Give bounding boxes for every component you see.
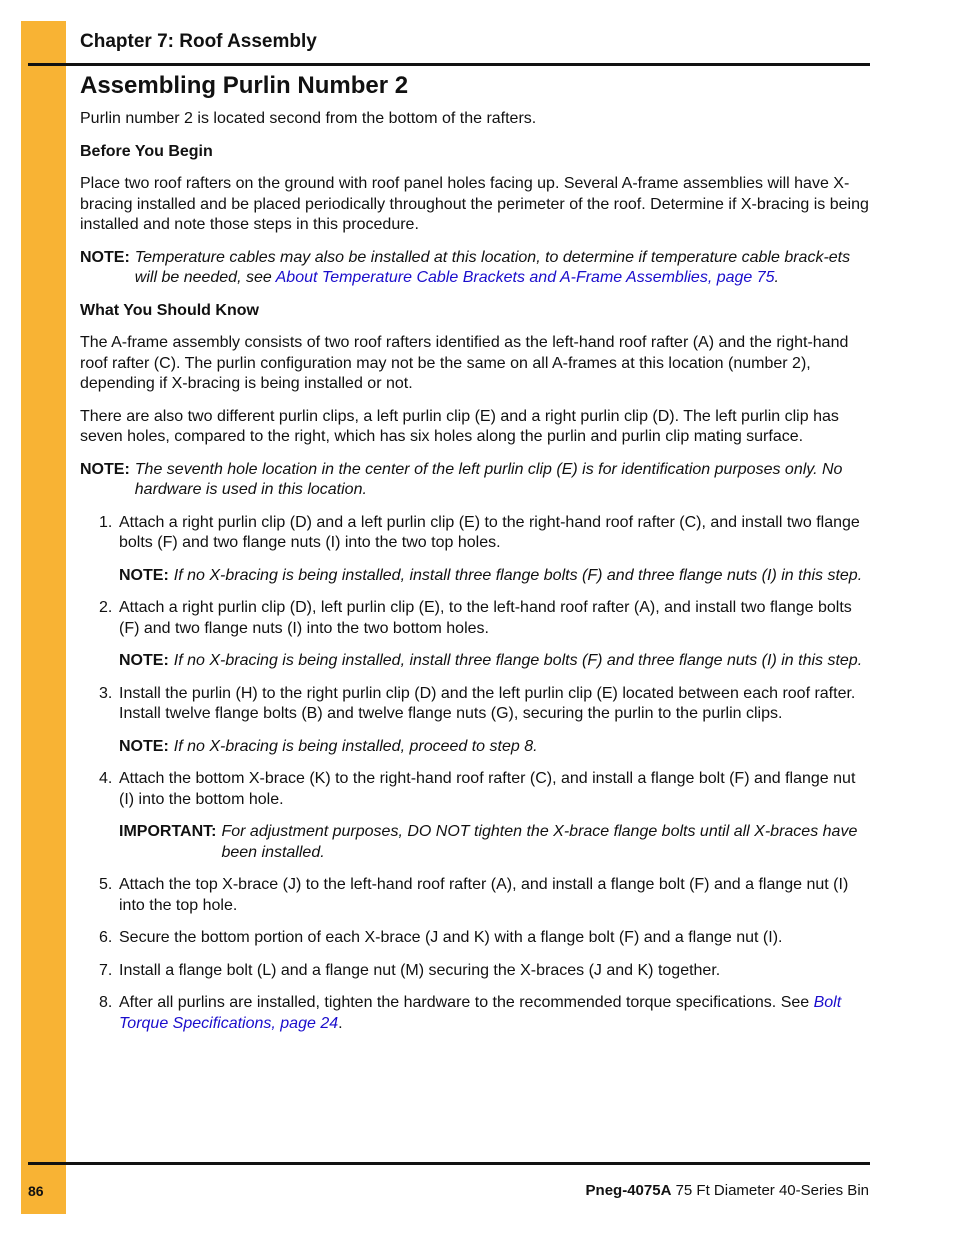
page-content (80, 68, 872, 1046)
step-2 (80, 598, 872, 639)
step-text: Install the purlin (H) to the right purlin clip (D) and the left purlin clip (E) located between each roof rafter. Install twelve flange bolts (B) and twelve flange nuts (G), securing the purlin to the purlin clips. (119, 684, 856, 722)
step-text: Attach the top X-brace (J) to the left-hand roof rafter (A), and install a flange bolt (F) and a flange nut (I) into the top hole. (119, 876, 849, 914)
step-text: Attach a right purlin clip (D) and a left purlin clip (E) to the right-hand roof rafter (C), and install two flange bolts (F) and two flange nuts (I) into the two top holes. (119, 513, 860, 551)
step-text: Attach the bottom X-brace (K) to the right-hand roof rafter (C), and install a flange bolt (F) and flange nut (I) into the bottom hole. (119, 770, 856, 808)
what-you-should-know-heading: What You Should Know (80, 301, 259, 319)
note-label: NOTE: (119, 737, 169, 755)
note-text: If no X-bracing is being installed, proceed to step 8. (173, 737, 538, 755)
step-6 (80, 928, 872, 949)
step-text: Attach a right purlin clip (D), left purlin clip (E), to the left-hand roof rafter (A), and install two flange bolts (F) and two flange nuts (I) into the two bottom holes. (119, 599, 852, 637)
bolt-torque-link[interactable]: Bolt Torque Specifications, page 24 (119, 994, 842, 1032)
chapter-tab-bar (21, 21, 66, 1214)
step-1-note (119, 566, 872, 587)
step-number: 7. (99, 961, 113, 979)
note-text: Temperature cables may also be installed at this location, to determine if temperature cable brack-ets will be needed, see About Temperature Cable Brackets and A-Frame Assemblies, page 75. (134, 248, 851, 286)
footer-rule (28, 1162, 870, 1165)
before-you-begin-heading: Before You Begin (80, 142, 213, 160)
note-text: If no X-bracing is being installed, install three flange bolts (F) and three flange nuts (I) in this step. (173, 566, 863, 584)
know-paragraph-1: The A-frame assembly consists of two roof rafters identified as the left-hand roof rafter (A) and the right-hand roof rafter (C). The purlin configuration may not be the same on all A-frames at this location (number 2), depending if X-bracing is being installed or not. (80, 334, 849, 392)
note-label: NOTE: (80, 460, 130, 478)
step-7 (80, 961, 872, 982)
step-number: 1. (99, 513, 113, 531)
important-text: For adjustment purposes, DO NOT tighten the X-brace flange bolts until all X-braces have been installed. (221, 823, 858, 861)
step-number: 3. (99, 684, 113, 702)
intro-paragraph: Purlin number 2 is located second from the bottom of the rafters. (80, 110, 537, 127)
step-3-note (119, 737, 872, 758)
step-number: 5. (99, 876, 113, 893)
important-label: IMPORTANT: (119, 823, 217, 840)
step-text: Install a flange bolt (L) and a flange nut (M) securing the X-braces (J and K) together. (119, 961, 721, 979)
section-title: Assembling Purlin Number 2 (80, 72, 409, 99)
note-label: NOTE: (119, 566, 169, 584)
note-seventh-hole (80, 460, 872, 501)
note-text: If no X-bracing is being installed, install three flange bolts (F) and three flange nuts (I) in this step. (173, 652, 863, 669)
note-text: The seventh hole location in the center of the left purlin clip (E) is for identification purposes only. No hardware is used in this location. (134, 460, 843, 498)
step-4-important (119, 822, 872, 863)
chapter-heading: Chapter 7: Roof Assembly (80, 31, 317, 52)
step-4 (80, 769, 872, 810)
step-text: After all purlins are installed, tighten the hardware to the recommended torque specifications. See Bolt Torque Specifications, page 24. (119, 994, 842, 1032)
step-2-note (119, 651, 872, 672)
header-rule (28, 63, 870, 66)
know-paragraph-2: There are also two different purlin clips, a left purlin clip (E) and a right purlin clip (D). The left purlin clip has seven holes, compared to the right, which has six holes along the purlin and purlin clip mating surface. (80, 407, 839, 445)
note-label: NOTE: (119, 652, 169, 669)
note-temperature-cables (80, 248, 872, 289)
step-number: 2. (99, 599, 113, 616)
procedure-steps (80, 513, 872, 1035)
step-number: 4. (99, 770, 113, 787)
document-title: 75 Ft Diameter 40-Series Bin (675, 1182, 869, 1199)
step-3 (80, 684, 872, 725)
document-footer (586, 1182, 869, 1199)
document-id: Pneg-4075A (585, 1182, 672, 1199)
note-label: NOTE: (80, 248, 130, 266)
step-5 (80, 875, 872, 916)
step-1 (80, 513, 872, 554)
step-number: 6. (99, 929, 113, 946)
temperature-cable-link[interactable]: About Temperature Cable Brackets and A-Frame Assemblies, page 75 (275, 269, 775, 286)
step-text: Secure the bottom portion of each X-brace (J and K) with a flange bolt (F) and a flange nut (I). (119, 929, 783, 946)
before-you-begin-text: Place two roof rafters on the ground with roof panel holes facing up. Several A-frame assemblies will have X-bracing installed and be placed periodically throughout the perimeter of the roof. Determine if X-bracing is being installed and note those steps in this procedure. (80, 175, 869, 233)
page-number: 86 (28, 1183, 44, 1199)
step-number: 8. (99, 994, 113, 1011)
step-8 (80, 993, 872, 1034)
